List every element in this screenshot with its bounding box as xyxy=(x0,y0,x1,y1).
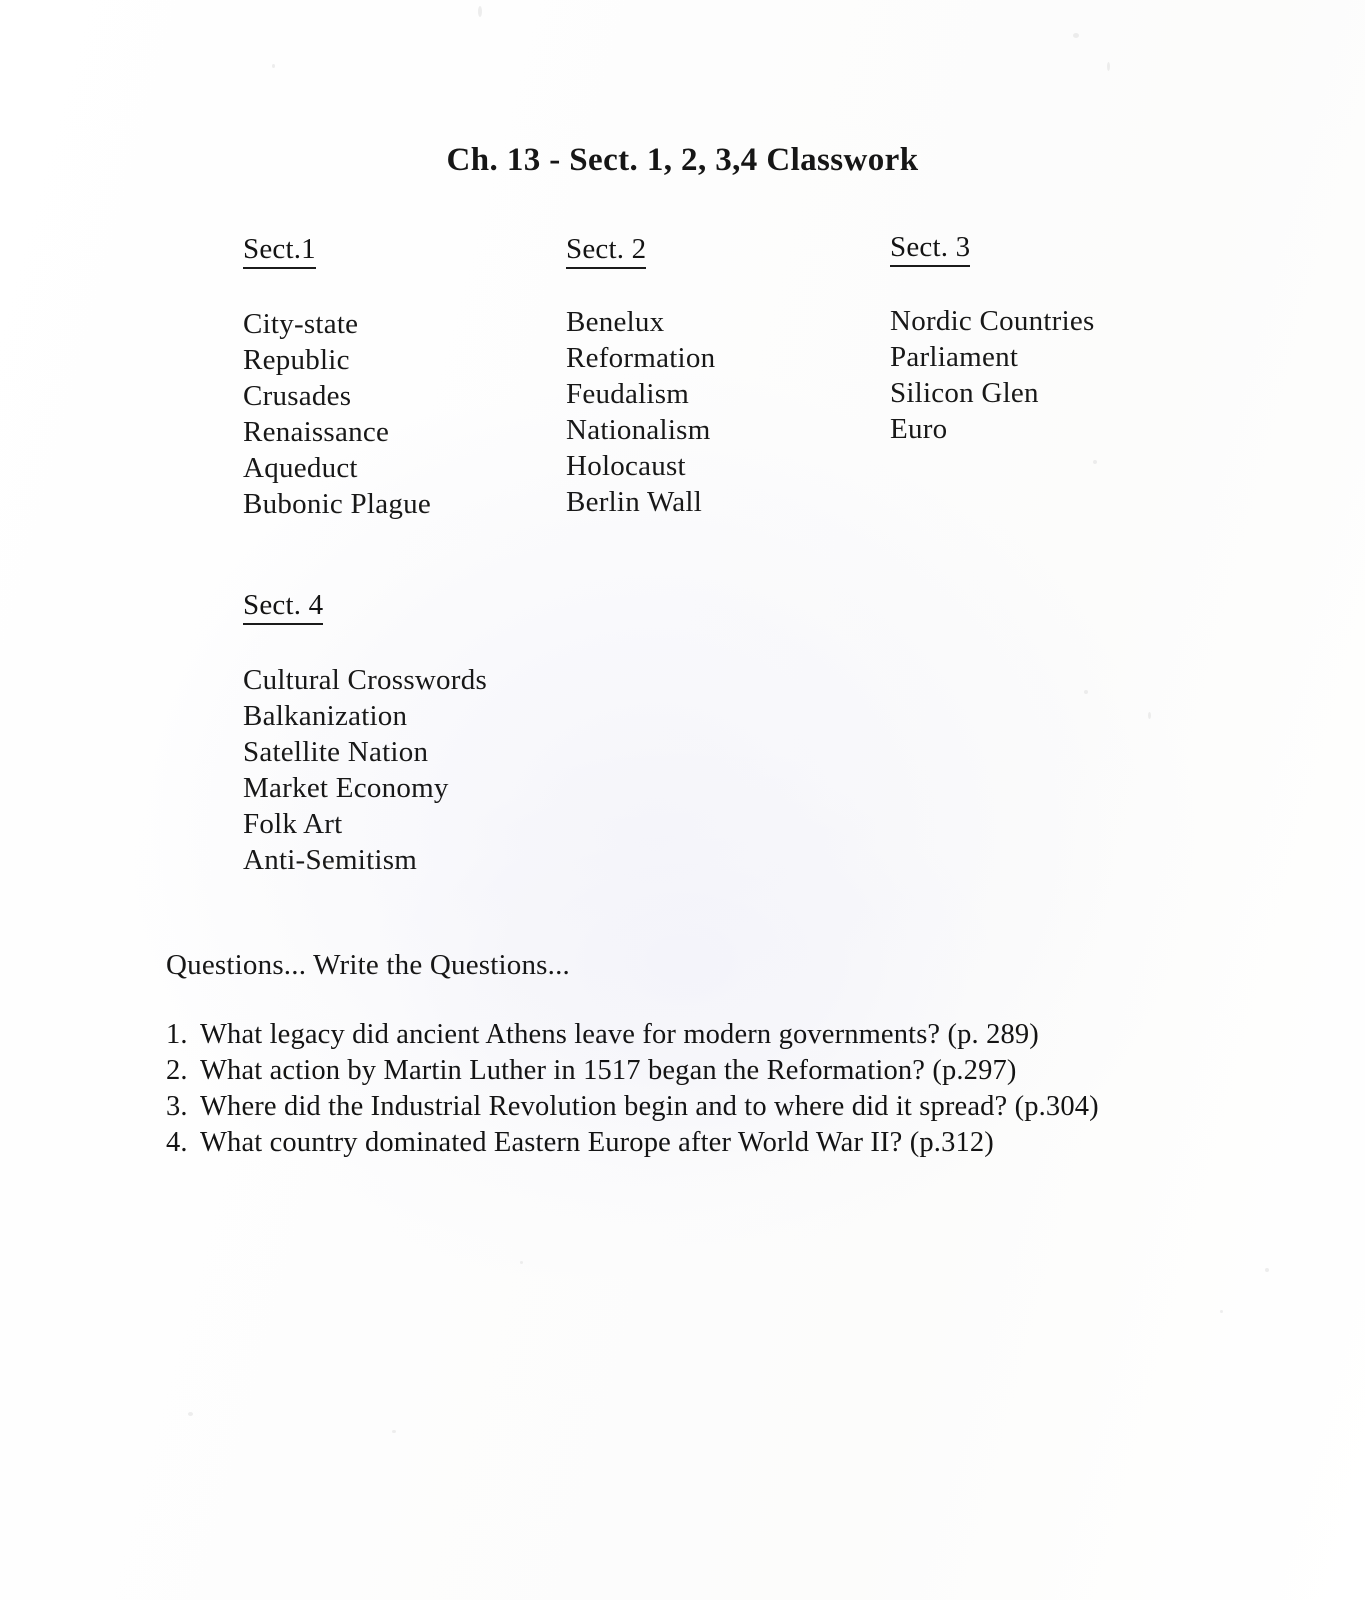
question-item xyxy=(166,1125,1166,1160)
question-number: 1. xyxy=(166,1019,188,1050)
list-item: Republic xyxy=(243,344,350,376)
questions-list xyxy=(166,1017,1166,1161)
list-item: Crusades xyxy=(243,380,352,412)
scan-speck xyxy=(1220,1310,1223,1313)
list-item: Renaissance xyxy=(243,416,390,448)
list-item: Anti-Semitism xyxy=(243,844,418,876)
list-item: Euro xyxy=(890,413,948,445)
term-list-section-2 xyxy=(566,304,715,520)
list-item: Folk Art xyxy=(243,808,343,840)
question-item xyxy=(166,1053,1166,1088)
term-list-section-4 xyxy=(243,662,487,878)
question-number: 3. xyxy=(166,1091,188,1122)
term-list-section-1 xyxy=(243,306,431,522)
list-item: Satellite Nation xyxy=(243,736,429,768)
list-item: Balkanization xyxy=(243,700,408,732)
question-text: What action by Martin Luther in 1517 began the Reformation? (p.297) xyxy=(200,1055,1017,1086)
scan-speck xyxy=(1084,690,1088,694)
section-heading-1: Sect.1 xyxy=(243,234,316,269)
question-text: Where did the Industrial Revolution begin and to where did it spread? (p.304) xyxy=(200,1091,1099,1122)
list-item: Berlin Wall xyxy=(566,486,702,518)
list-item: Aqueduct xyxy=(243,452,358,484)
section-heading-3: Sect. 3 xyxy=(890,232,970,267)
section-heading-4: Sect. 4 xyxy=(243,590,323,625)
question-text: What legacy did ancient Athens leave for modern governments? (p. 289) xyxy=(200,1019,1039,1050)
scan-speck xyxy=(1107,62,1110,71)
scan-speck xyxy=(520,1261,523,1264)
list-item: City-state xyxy=(243,308,359,340)
list-item: Holocaust xyxy=(566,450,686,482)
questions-lead-text: Questions... Write the Questions... xyxy=(166,949,571,981)
scan-speck xyxy=(272,64,275,68)
list-item: Feudalism xyxy=(566,378,690,410)
list-item: Nationalism xyxy=(566,414,711,446)
list-item: Benelux xyxy=(566,306,665,338)
question-number: 2. xyxy=(166,1055,188,1086)
scan-speck xyxy=(392,1430,396,1433)
question-item xyxy=(166,1089,1166,1124)
list-item: Silicon Glen xyxy=(890,377,1039,409)
list-item: Bubonic Plague xyxy=(243,488,431,520)
list-item: Cultural Crosswords xyxy=(243,664,487,696)
page-title: Ch. 13 - Sect. 1, 2, 3,4 Classwork xyxy=(446,142,919,179)
question-text: What country dominated Eastern Europe after World War II? (p.312) xyxy=(200,1127,994,1158)
scan-speck xyxy=(1073,33,1079,38)
term-list-section-3 xyxy=(890,303,1095,447)
scan-speck xyxy=(188,1412,193,1416)
list-item: Parliament xyxy=(890,341,1019,373)
scan-speck xyxy=(1265,1268,1269,1272)
section-heading-2: Sect. 2 xyxy=(566,234,646,269)
scan-speck xyxy=(1093,460,1097,464)
list-item: Reformation xyxy=(566,342,716,374)
question-number: 4. xyxy=(166,1127,188,1158)
scan-speck xyxy=(478,6,482,17)
question-item xyxy=(166,1017,1166,1052)
list-item: Nordic Countries xyxy=(890,305,1095,337)
scan-speck xyxy=(1148,712,1151,719)
list-item: Market Economy xyxy=(243,772,449,804)
